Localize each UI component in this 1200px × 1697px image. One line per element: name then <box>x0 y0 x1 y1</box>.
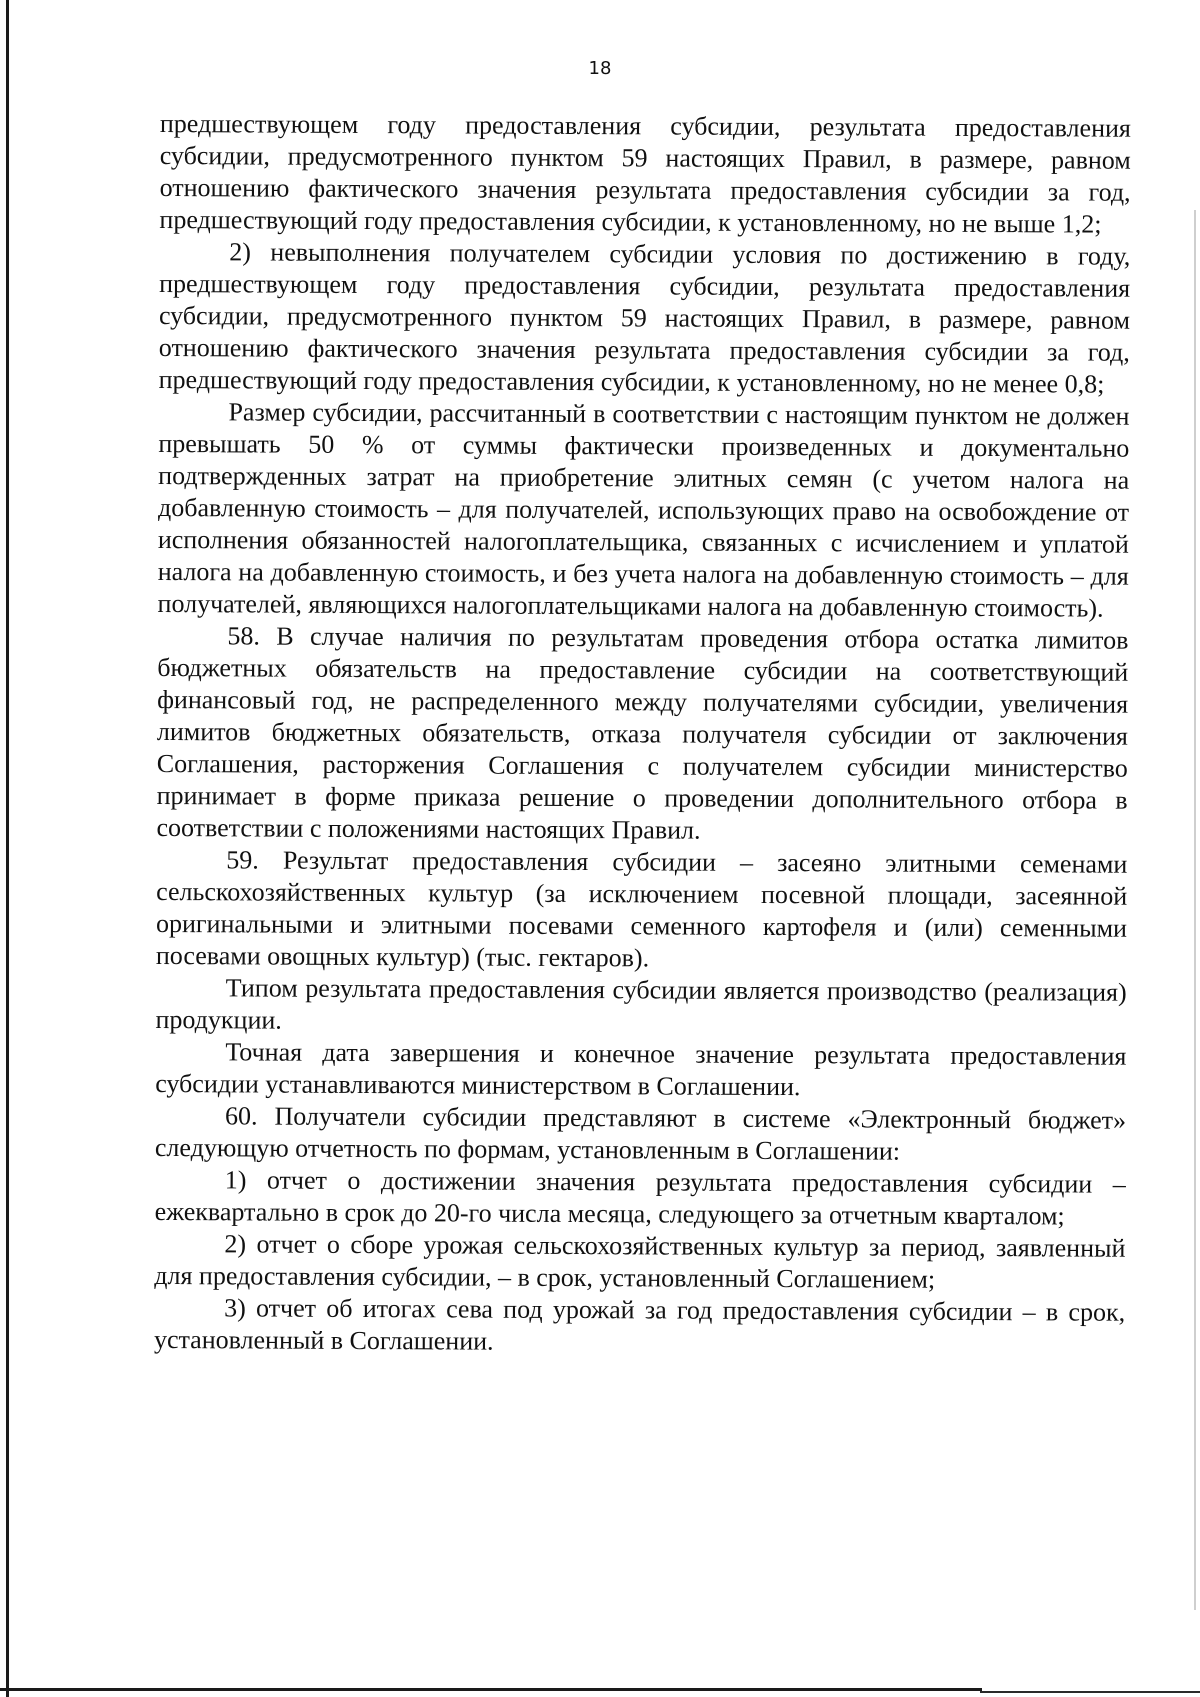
paragraph-clause-60: 60. Получатели субсидии представляют в системе «Электронный бюджет» следующую отчетность по формам, установленным в Соглашении: <box>154 1101 1127 1166</box>
paragraph-report-1: 1) отчет о достижении значения результата предоставления субсидии – ежеквартально в срок до 20-го числа месяца, следующего за отчетным кварталом; <box>154 1165 1126 1231</box>
paragraph-report-3: 3) отчет об итогах сева под урожай за год предоставления субсидии – в срок, установленный в Соглашении. <box>153 1293 1126 1356</box>
page-number: 18 <box>588 58 612 79</box>
scan-right-shadow <box>1194 210 1196 1610</box>
scan-bottom-border-right <box>980 1691 1200 1693</box>
scan-left-border <box>6 0 9 1697</box>
scan-bottom-border <box>0 1688 982 1691</box>
paragraph-continuation: предшествующем году предоставления субсидии, результата предоставления субсидии, предусмотренного пунктом 59 настоящих Правил, в размере, равном отношению фактического значения результата предоставления субсидии за год, предшествующий году предоставления субсидии, к установленному, но не выше 1,2; <box>159 108 1131 239</box>
paragraph-result-type: Типом результата предоставления субсидии является производство (реализация) продукции. <box>155 973 1127 1035</box>
document-body <box>154 108 1131 1361</box>
paragraph-subsidy-size: Размер субсидии, рассчитанный в соответствии с настоящим пунктом не должен превышать 50 % от суммы фактически произведенных и документально подтвержденных затрат на приобретение элитных семян (с учетом налога на добавленную стоимость – для получателей, использующих право на освобождение от исполнения обязанностей налогоплательщика, связанных с исчислением и уплатой налога на добавленную стоимость, и без учета налога на добавленную стоимость – для получателей, являющихся налогоплательщиками налога на добавленную стоимость). <box>157 397 1130 623</box>
paragraph-report-2: 2) отчет о сборе урожая сельскохозяйственных культур за период, заявленный для предоставления субсидии, – в срок, установленный Соглашением; <box>154 1229 1126 1294</box>
paragraph-result-date: Точная дата завершения и конечное значение результата предоставления субсидии устанавливаются министерством в Соглашении. <box>155 1037 1127 1102</box>
paragraph-clause-58: 58. В случае наличия по результатам проведения отбора остатка лимитов бюджетных обязательств на предоставление субсидии на соответствующий финансовый год, не распределенного между получателями субсидии, увеличения лимитов бюджетных обязательств, отказа получателя субсидии от заключения Соглашения, расторжения Соглашения с получателем субсидии министерство принимает в форме приказа решение о проведении дополнительного отбора в соответствии с положениями настоящих Правил. <box>156 621 1129 845</box>
paragraph-clause-59: 59. Результат предоставления субсидии – засеяно элитными семенами сельскохозяйственных культур (за исключением посевной площади, засеянной оригинальными и элитными посевами семенного картофеля и (или) семенными посевами овощных культур) (тыс. гектаров). <box>155 845 1128 973</box>
paragraph-item-2: 2) невыполнения получателем субсидии условия по достижению в году, предшествующем году предоставления субсидии, результата предоставления субсидии, предусмотренного пунктом 59 настоящих Правил, в размере, равном отношению фактического значения результата предоставления субсидии за год, предшествующий году предоставления субсидии, к установленному, но не менее 0,8; <box>158 237 1131 399</box>
